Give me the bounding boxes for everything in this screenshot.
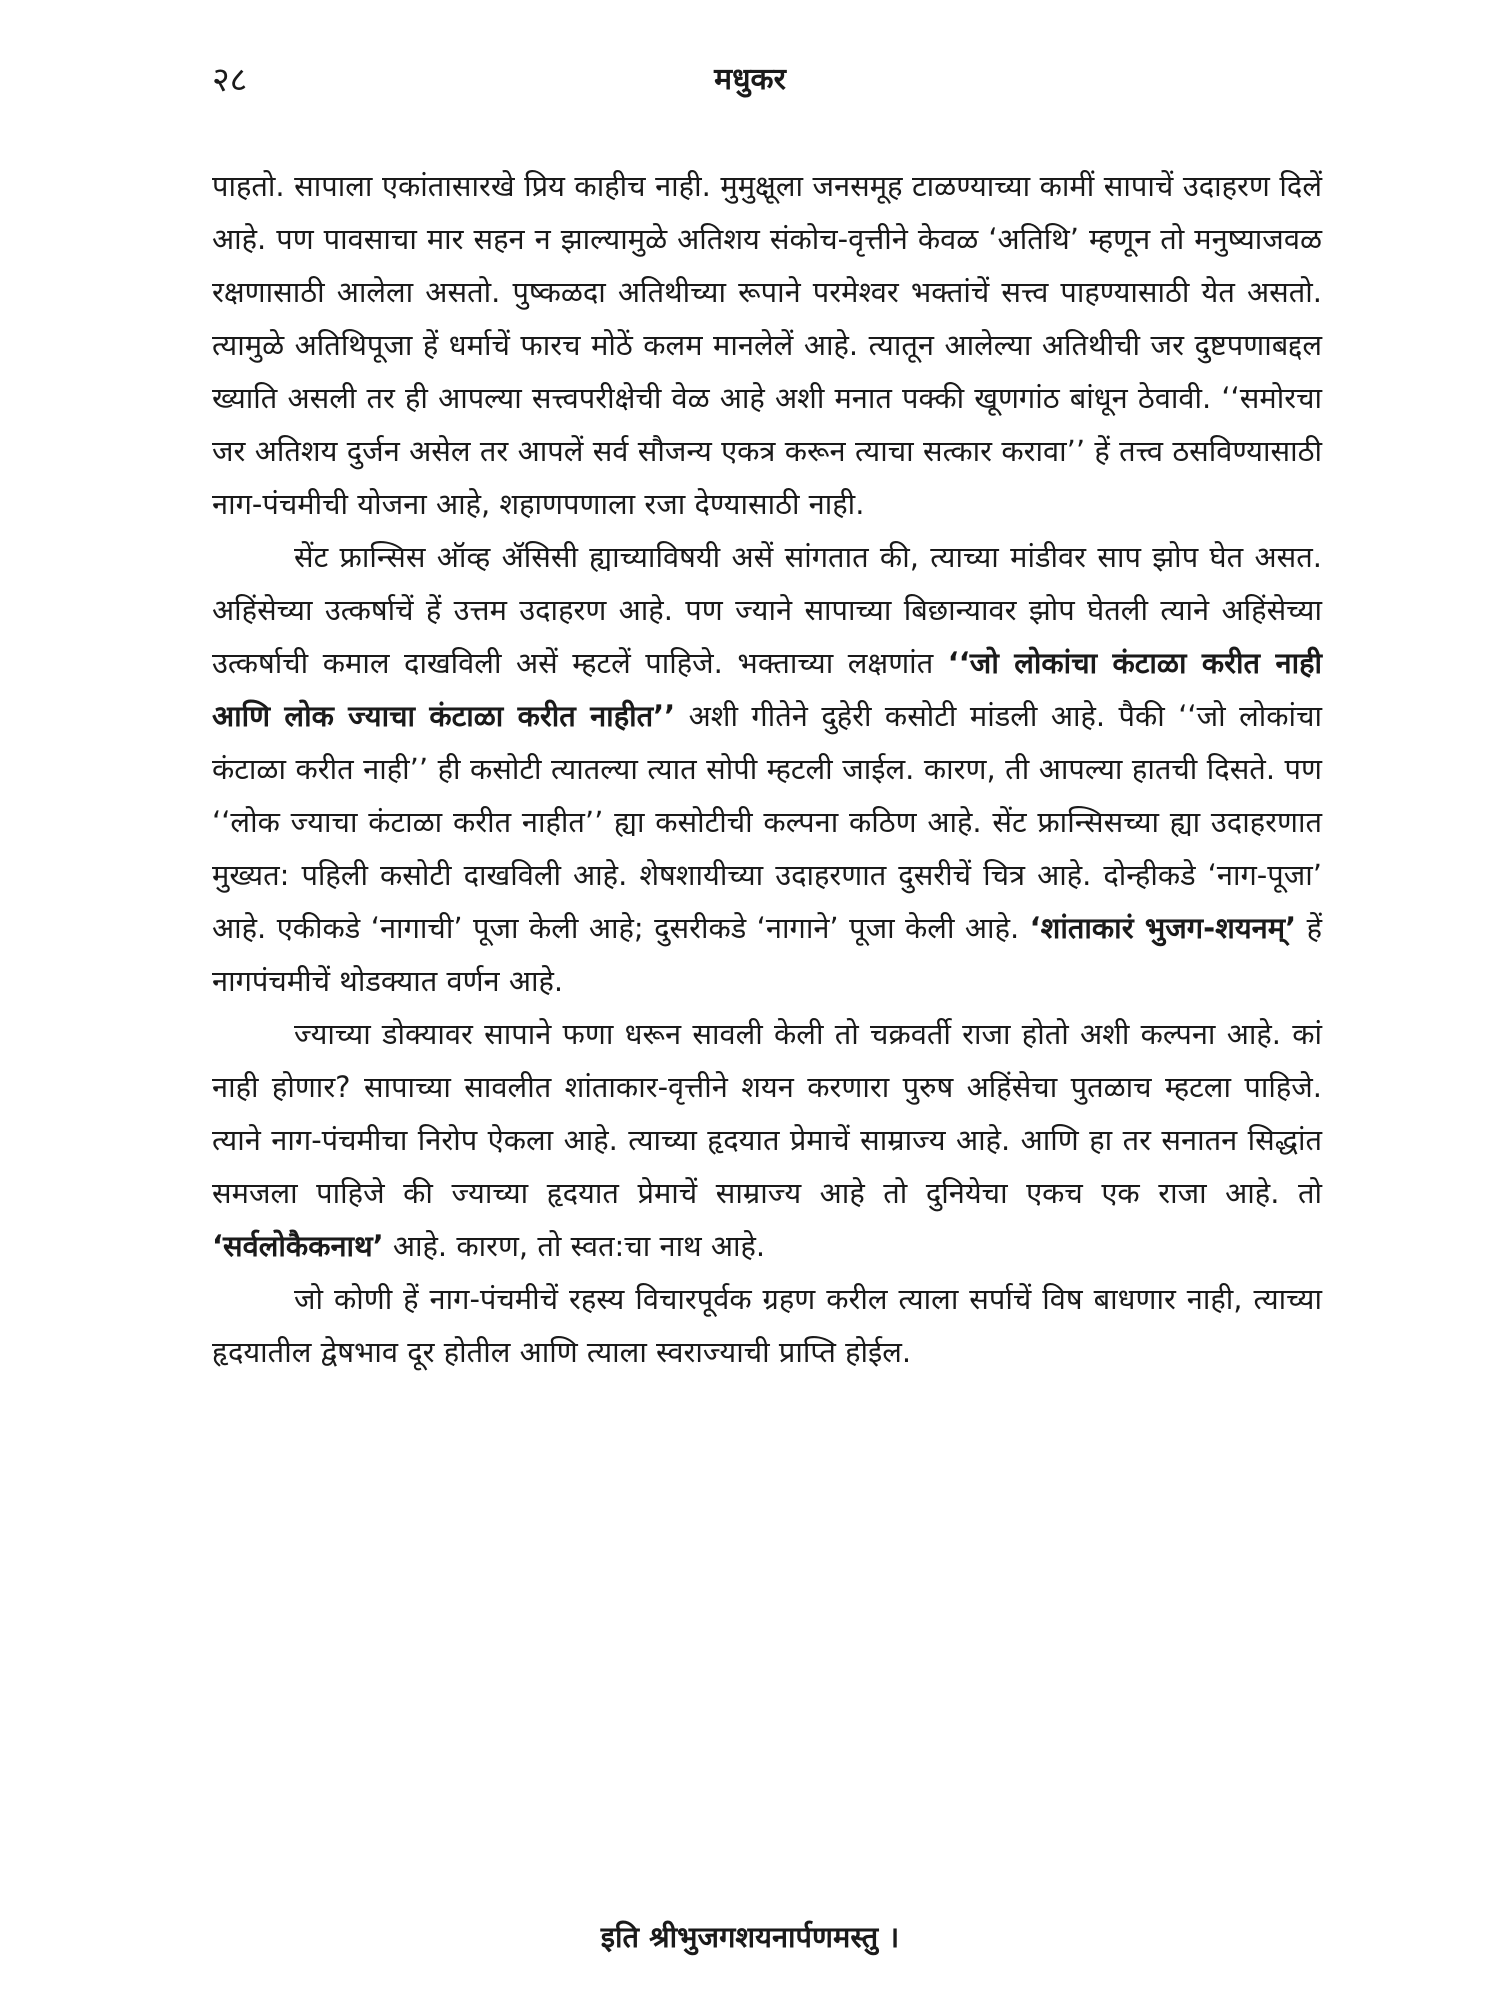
bold-quote-shantakaram: ‘शांताकारं भुजग-शयनम्’ [1029,911,1297,945]
page-number: २८ [212,60,248,100]
text-segment: पाहतो. सापाला एकांतासारखे प्रिय काहीच नाही. मुमुक्षूला जनसमूह टाळण्याच्या कामीं सापाचें उदाहरण दिलें आहे. पण पावसाचा मार सहन न झाल्यामुळे अतिशय संकोच-वृत्तीने केवळ ‘अतिथि’ म्हणून तो मनुष्याजवळ रक्षणासाठी आलेला असतो. पुष्कळदा अतिथीच्या रूपाने परमेश्वर भक्तांचें सत्त्व पाहण्यासाठी येत असतो. त्यामुळे अतिथिपूजा हें धर्माचें फारच मोठें कलम मानलेलें आहे. त्यातून आलेल्या अतिथीची जर दुष्टपणाबद्दल ख्याति असली तर ही आपल्या सत्त्वपरीक्षेची वेळ आहे अशी मनात पक्की खूणगांठ बांधून ठेवावी. ‘‘समोरचा जर अतिशय दुर्जन असेल तर आपलें सर्व सौजन्य एकत्र करून त्याचा सत्कार करावा’’ हें तत्त्व ठसविण्यासाठी नाग-पंचमीची योजना आहे, शहाणपणाला रजा देण्यासाठी नाही. [212,169,1322,521]
body-text [212,160,1322,1379]
bold-quote-sarvalokaikanath: ‘सर्वलोकैकनाथ’ [212,1229,384,1263]
text-segment: हें नागपंचमीचें थोडक्यात वर्णन आहे. [212,911,1322,998]
text-segment: अशी गीतेने दुहेरी कसोटी मांडली आहे. पैकी ‘‘जो लोकांचा कंटाळा करीत नाही’’ ही कसोटी त्यातल्या त्यात सोपी म्हटली जाईल. कारण, ती आपल्या हातची दिसते. पण ‘‘लोक ज्याचा कंटाळा करीत नाहीत’’ ह्या कसोटीची कल्पना कठिण आहे. सेंट फ्रान्सिसच्या ह्या उदाहरणात मुख्यत: पहिली कसोटी दाखविली आहे. शेषशायीच्या उदाहरणात दुसरीचें चित्र आहे. दोन्हीकडे ‘नाग-पूजा’ आहे. एकीकडे ‘नागाची’ पूजा केली आहे; दुसरीकडे ‘नागाने’ पूजा केली आहे. [212,699,1322,945]
paragraph-1 [212,160,1322,531]
text-segment: सेंट फ्रान्सिस ऑव्ह ॲसिसी ह्याच्याविषयी असें सांगतात की, त्याच्या मांडीवर साप झोप घेत असत. अहिंसेच्या उत्कर्षाचें हें उत्तम उदाहरण आहे. पण ज्याने सापाच्या बिछान्यावर झोप घेतली त्याने अहिंसेच्या उत्कर्षाची कमाल दाखविली असें म्हटलें पाहिजे. भक्ताच्या लक्षणांत [212,540,1322,680]
bold-quote-gita: ‘‘जो लोकांचा कंटाळा करीत नाही आणि लोक ज्याचा कंटाळा करीत नाहीत’’ [212,646,1322,733]
text-segment: आहे. कारण, तो स्वत:चा नाथ आहे. [383,1229,766,1263]
paragraph-4 [212,1273,1322,1379]
text-segment: ज्याच्या डोक्यावर सापाने फणा धरून सावली केली तो चक्रवर्ती राजा होतो अशी कल्पना आहे. कां नाही होणार? सापाच्या सावलीत शांताकार-वृत्तीने शयन करणारा पुरुष अहिंसेचा पुतळाच म्हटला पाहिजे. त्याने नाग-पंचमीचा निरोप ऐकला आहे. त्याच्या हृदयात प्रेमाचें साम्राज्य आहे. आणि हा तर सनातन सिद्धांत समजला पाहिजे की ज्याच्या हृदयात प्रेमाचें साम्राज्य आहे तो दुनियेचा एकच एक राजा आहे. तो [212,1017,1322,1210]
closing-line: इति श्रीभुजगशयनार्पणमस्तु । [600,1920,900,1954]
paragraph-3 [212,1008,1322,1273]
paragraph-2 [212,531,1322,1008]
running-head-title: मधुकर [714,62,786,97]
text-segment: जो कोणी हें नाग-पंचमीचें रहस्य विचारपूर्वक ग्रहण करील त्याला सर्पाचें विष बाधणार नाही, त्याच्या हृदयातील द्वेषभाव दूर होतील आणि त्याला स्वराज्याची प्राप्ति होईल. [212,1282,1322,1369]
